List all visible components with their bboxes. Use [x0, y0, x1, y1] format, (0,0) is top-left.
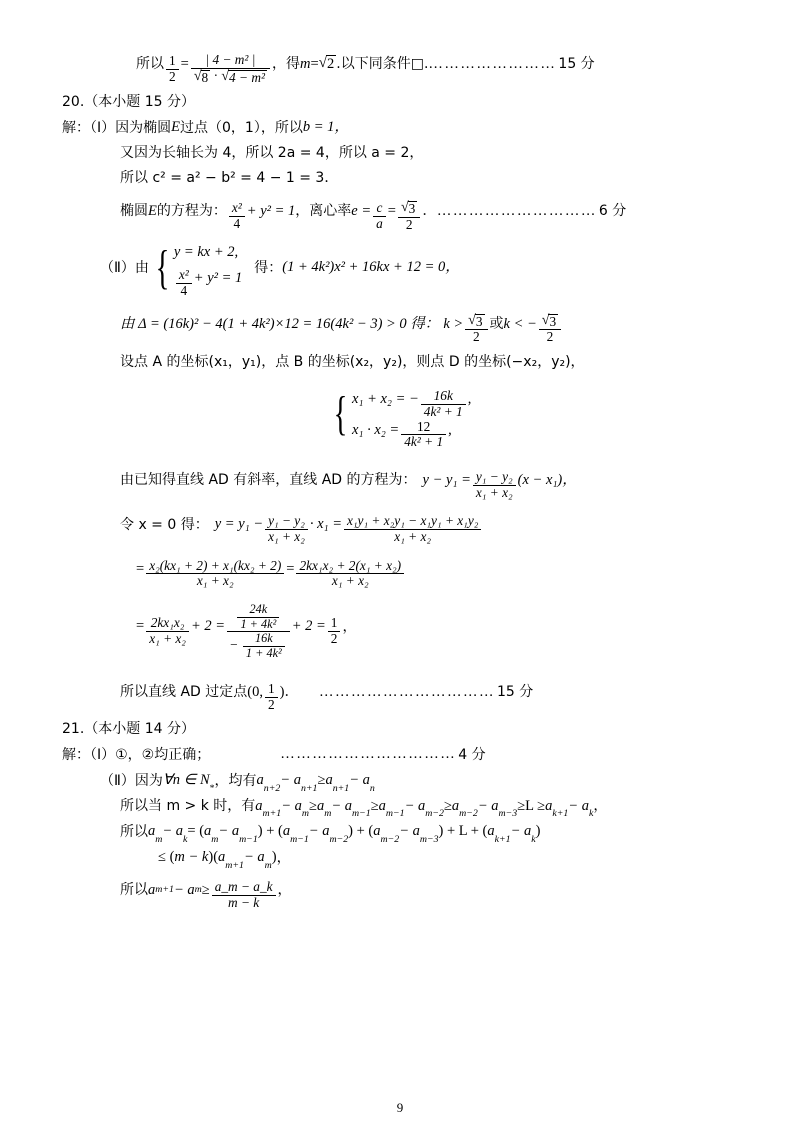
var-m: m: [300, 55, 311, 72]
q20-discriminant-line: 由 Δ = (16k)² − 4(1 + 4k²)×12 = 16(4k² − 3) > 0 得： k > √ 3 2 或 k < − √ 3 2: [62, 308, 738, 340]
fraction-one-half-point: $\frac{1}{2}$: [265, 682, 278, 712]
q20-step-11: = $\frac{\text{x₂(kx₁ + 2) + x₁(kx₂ + 2)}}{\text{x₁ + x₂}}$ = $\frac{\text{2kx₁x₂ + 2(x₁ + x₂)}}{\text{x₁ + x₂}}$: [62, 554, 738, 584]
score-15: 15 分: [558, 56, 595, 73]
fraction-c-over-a: $\frac{c}{a}$: [373, 201, 386, 231]
fraction-12-over-4k2plus1: $\frac{12}{\text{4k² + 1}}$: [401, 420, 446, 450]
q20-line-ad-equation: 由已知得直线 AD 有斜率，直线 AD 的方程为： y − y₁ = $\frac{\text{y₁ − y₂}}{\text{x₁ + x₂}}$ (x − x₁)，: [120, 469, 577, 500]
q21-part2-line4: ≤ ( m − k )( a m+1 − a m ) ，: [158, 849, 291, 871]
sqrt-2: √ 2: [318, 54, 335, 73]
q21-part2-line5: 所以 a m+1 − a m ≥ $\frac{a\_m - a\_k}{m - k}$ ，: [120, 878, 292, 910]
fraction-one-half-result: $\frac{1}{2}$: [328, 616, 341, 646]
score-6: 6 分: [598, 203, 627, 220]
q20-part1-line1: 解：（Ⅰ）因为椭圆 E 过点（0，1），所以 b = 1，: [62, 119, 349, 137]
fraction-expanded-numerator: $\frac{\text{x₁y₁ + x₂y₁ − x₁y₁ + x₁y₂}}{\text{x₁ + x₂}}$: [344, 514, 481, 544]
fraction-sqrt3-over-2-b: √ 3 2: [539, 313, 561, 345]
q21-part2-line1: （Ⅱ）因为 ∀n ∈ N * ，均有 a n+2 − a n+1 ≥ a n+1 − a n: [100, 772, 375, 794]
sqrt-4-minus-m2: √ 4 − m²: [221, 68, 265, 85]
leader-dots: …………………………: [436, 203, 597, 220]
score-15-b: 15 分: [497, 684, 534, 701]
quadratic-equation: (1 + 4k²)x² + 16kx + 12 = 0，: [282, 259, 460, 276]
fraction-sqrt3-over-2: √ 3 2: [398, 200, 420, 232]
fraction-step11-left: $\frac{\text{x₂(kx₁ + 2) + x₁(kx₂ + 2)}}{\text{x₁ + x₂}}$: [146, 559, 284, 589]
q21-part2-line3: 所以 a m − a k = ( a m − a m−1 ) + ( a m−1 − a m−2 ) + ( a m−2 − a m−3 ) + L + ( a k+1 − a k ): [120, 823, 541, 846]
fraction-x2-over-4-sys: $\frac{\text{x²}}{4}$: [176, 268, 192, 298]
ellipse-label: E: [171, 119, 180, 136]
score-4: 4 分: [458, 747, 486, 764]
fraction-step11-right: $\frac{\text{2kx₁x₂ + 2(x₁ + x₂)}}{\text{x₁ + x₂}}$: [296, 559, 404, 589]
question-20-header: 20.（本小题 15 分）: [62, 94, 195, 111]
text-suoyi: 所以: [136, 56, 164, 73]
question-21-header: 21.（本小题 14 分）: [62, 721, 195, 738]
q20-part2-system: （Ⅱ）由 { y = kx + 2, $\frac{\text{x²}}{4}$ + y² = 1 得： (1 + 4k²)x² + 16kx + 12 = 0，: [100, 240, 460, 299]
answer-key-content: [62, 48, 738, 914]
sqrt-8: √ 8: [193, 68, 209, 85]
fraction-2kx1x2-over-x1plusx2: $\frac{\text{2kx₁x₂}}{\text{x₁ + x₂}}$: [146, 616, 189, 646]
q20-part1-line2: 又因为长轴长为 4，所以 2a = 4，所以 a = 2，: [120, 145, 424, 162]
leader-dots: ……………………: [428, 55, 557, 72]
leader-dots: ……………………………: [319, 683, 495, 700]
q20-substitute-x-zero: 令 x = 0 得： y = y₁ − $\frac{\text{y₁ − y₂}}{\text{x₁ + x₂}}$ · x₁ = $\frac{\text{x₁y₁ + x₂y₁ − x₁y₁ + x₁y₂}}{\text{x₁ + x₂}}$: [62, 509, 738, 539]
q20-points-line: 设点 A 的坐标(x₁，y₁)，点 B 的坐标(x₂，y₂)，则点 D 的坐标(−x₂，y₂)，: [120, 354, 585, 371]
fraction-one-half: $\frac{1}{2}$: [166, 54, 179, 84]
fraction-nested-24k-over-16k: $\frac{24k}{\text{1 + 4k²}}$ − $\frac{16k}{\text{1 + 4k²}}$: [227, 603, 290, 660]
q21-part1: 解：（Ⅰ）①，②均正确； …………………………… 4 分: [62, 746, 486, 764]
q20-part1-line4: 椭圆 E 的方程为： $\frac{\text{x²}}{4}$ + y² = 1 ，离心率 e = $\frac{c}{a}$ = √ 3 2 ． ………………………… 6 分: [120, 200, 627, 233]
text-de: ，得: [272, 56, 300, 73]
fraction-y1minusy2-over-x1plusx2: $\frac{\text{y₁ − y₂}}{\text{x₁ + x₂}}$: [473, 470, 516, 500]
text-tail: .以下同条件□.: [336, 56, 429, 73]
solution-line-19-tail: 所以 $\frac{1}{2}$ = | 4 − m² | √ 8 · √ 4 − m² ，得 m = √ 2 .以下同条件□. …………………… 15 分: [136, 52, 595, 85]
fraction-24k-over-1plus4k2: $\frac{24k}{\text{1 + 4k²}}$: [237, 603, 279, 631]
q20-vieta-system: [62, 384, 738, 450]
q20-step-12: = $\frac{\text{2kx₁x₂}}{\text{x₁ + x₂}}$ + 2 = $\frac{24k}{\text{1 + 4k²}}$ − $\frac{16k}{\text{1 + 4k²}}$ + 2 = $\frac{1}{2}$ ，: [136, 602, 357, 660]
system-brace: { y = kx + 2, $\frac{\text{x²}}{4}$ + y² = 1: [155, 240, 243, 299]
q21-part2-line2: 所以当 m > k 时，有 a m+1 − a m ≥ a m − a m−1 ≥ a m−1 − a m−2 ≥ a m−2 − a m−3 ≥L ≥ a k+1 − a k ，: [120, 797, 608, 820]
equals-sign: =: [180, 55, 189, 72]
q20-conclusion: 所以直线 AD 过定点 ( 0, $\frac{1}{2}$ )． …………………………… 15 分: [120, 681, 534, 712]
page-number: 9: [396, 1100, 404, 1115]
leader-dots: ……………………………: [280, 746, 457, 763]
fraction-x2-over-4: $\frac{\text{x²}}{4}$: [229, 201, 245, 231]
fraction-16k-over-4k2plus1: $\frac{16k}{\text{4k² + 1}}$: [421, 389, 466, 419]
q20-part1-line3: 所以 c² = a² − b² = 4 − 1 = 3．: [120, 170, 339, 187]
fraction-am-minus-ak-over-m-minus-k: $\frac{a\_m - a\_k}{m - k}$: [212, 880, 276, 910]
vieta-brace: { x₁ + x₂ = − $\frac{16k}{\text{4k² + 1}}$ , x₁ · x₂ = $\frac{12}{\text{4k² + 1}}$ ,: [333, 387, 472, 450]
fraction-sqrt3-over-2-a: √ 3 2: [465, 313, 487, 345]
fraction-abs-over-sqrt: | 4 − m² | √ 8 · √ 4 − m²: [191, 53, 270, 85]
fraction-16k-over-1plus4k2: $\frac{16k}{\text{1 + 4k²}}$: [243, 632, 285, 660]
fraction-y1minusy2-over-x1plusx2-b: $\frac{\text{y₁ − y₂}}{\text{x₁ + x₂}}$: [265, 514, 308, 544]
